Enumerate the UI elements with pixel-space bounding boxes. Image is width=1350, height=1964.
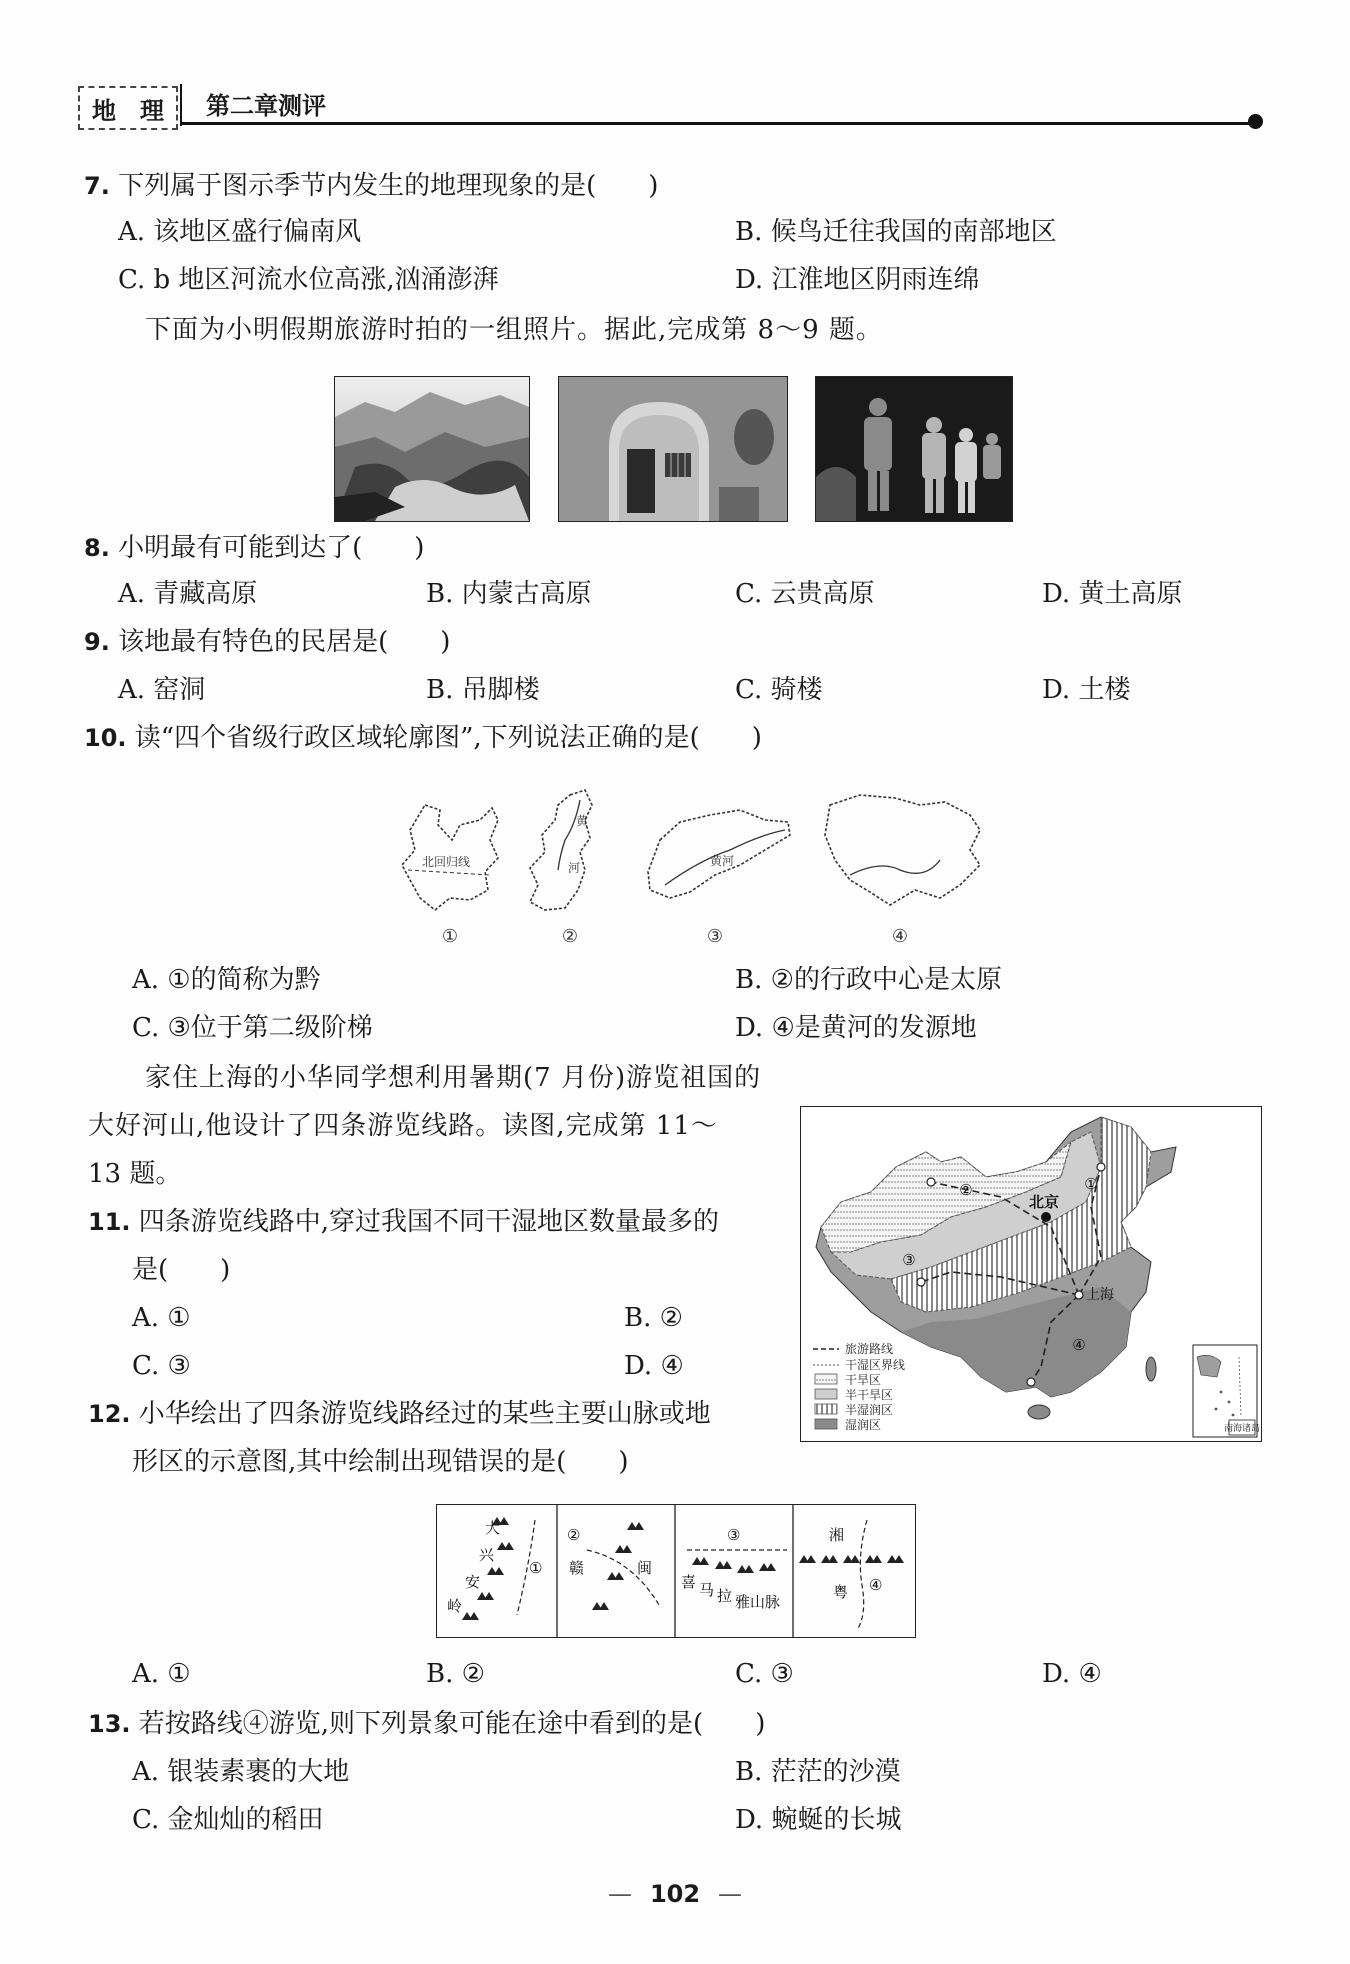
question-number: 9.	[84, 628, 110, 656]
question-number: 11.	[88, 1208, 131, 1236]
intro-8-9: 下面为小明假期旅游时拍的一组照片。据此,完成第 8～9 题。	[145, 315, 883, 345]
outline-label-1: ①	[441, 926, 459, 947]
question-11-stem-2: 是( )	[132, 1255, 231, 1285]
option-a[interactable]: A. 银装素裹的大地	[132, 1757, 350, 1787]
panel2-route: ②	[567, 1526, 581, 1544]
option-d[interactable]: D. 黄土高原	[1042, 579, 1183, 609]
route-label-1: ①	[1084, 1175, 1098, 1193]
option-d[interactable]: D. 土楼	[1042, 675, 1131, 705]
legend-humid: 湿润区	[845, 1418, 882, 1432]
map-label-he: 河	[568, 861, 581, 875]
panel4-route: ④	[869, 1576, 883, 1594]
option-d[interactable]: D. ④	[624, 1351, 684, 1381]
question-stem: 该地最有特色的民居是( )	[118, 627, 451, 657]
question-number: 7.	[84, 172, 110, 200]
question-stem: 小华绘出了四条游览线路经过的某些主要山脉或地	[138, 1399, 711, 1429]
map-label-yellow-river: 黄河	[710, 854, 735, 868]
panel4-char-1: 湘	[829, 1526, 845, 1544]
legend-boundary: 干湿区界线	[845, 1358, 906, 1372]
china-dry-wet-map	[800, 1106, 1262, 1442]
panel3-char-4: 雅山脉	[735, 1593, 781, 1611]
tropic-line	[408, 870, 490, 875]
intro-11-13-line3: 13 题。	[88, 1159, 182, 1189]
option-d[interactable]: D. ④是黄河的发源地	[735, 1013, 977, 1043]
panel1-char-3: 安	[465, 1573, 481, 1591]
option-b[interactable]: B. ②的行政中心是太原	[735, 965, 1002, 995]
province-outline-4	[825, 795, 980, 905]
question-stem: 读“四个省级行政区域轮廓图”,下列说法正确的是( )	[134, 723, 762, 753]
map-label-tropic: 北回归线	[422, 855, 471, 869]
south-sea-inset	[1193, 1345, 1260, 1437]
yellow-river-4	[850, 860, 940, 875]
option-d[interactable]: D. 蜿蜒的长城	[735, 1805, 902, 1835]
route-label-3: ③	[902, 1251, 916, 1269]
header-rule-dot	[1248, 114, 1263, 129]
map-label-huang: 黄	[576, 814, 589, 828]
taiwan-island	[1146, 1357, 1156, 1381]
option-d[interactable]: D. ④	[1042, 1659, 1102, 1689]
option-b[interactable]: B. 茫茫的沙漠	[735, 1757, 901, 1787]
subject-box	[78, 86, 178, 130]
option-a[interactable]: A. 窑洞	[118, 675, 206, 705]
panel4-char-2: 粤	[833, 1583, 849, 1601]
option-b[interactable]: B. ②	[426, 1659, 485, 1689]
outline-label-2: ②	[561, 926, 579, 947]
option-c[interactable]: C. ③	[735, 1659, 794, 1689]
panel2-char-1: 赣	[569, 1559, 585, 1577]
photo-loess-landscape	[334, 376, 530, 522]
panel3-char-1: 喜	[681, 1573, 697, 1591]
option-d[interactable]: D. 江淮地区阴雨连绵	[735, 265, 980, 295]
province-outlines-figure	[380, 780, 1000, 960]
yellow-river-2	[558, 800, 580, 870]
question-7	[84, 168, 658, 204]
intro-11-13-line2: 大好河山,他设计了四条游览线路。读图,完成第 11～	[88, 1111, 718, 1141]
subject-char-1: 地	[92, 96, 116, 125]
header-rule	[180, 122, 1256, 125]
subject-char-2: 理	[140, 96, 164, 125]
panel3-char-3: 拉	[717, 1587, 733, 1605]
legend-route: 旅游路线	[845, 1342, 894, 1356]
question-number: 13.	[88, 1710, 131, 1738]
header-divider	[180, 84, 182, 126]
option-a[interactable]: A. ①	[132, 1303, 191, 1333]
page-number: 102	[649, 1880, 701, 1908]
inset-label: 南海诸岛	[1223, 1424, 1261, 1434]
legend-semi-arid: 半干旱区	[845, 1388, 894, 1402]
option-c[interactable]: C. ③位于第二级阶梯	[132, 1013, 373, 1043]
panel3-route: ③	[727, 1526, 741, 1544]
question-stem: 小明最有可能到达了( )	[118, 533, 425, 563]
option-c[interactable]: C. 金灿灿的稻田	[132, 1805, 324, 1835]
map-legend	[813, 1341, 905, 1432]
question-11	[88, 1204, 719, 1240]
option-a[interactable]: A. ①的简称为黔	[132, 965, 321, 995]
option-c[interactable]: C. b 地区河流水位高涨,汹涌澎湃	[118, 265, 499, 295]
option-a[interactable]: A. 该地区盛行偏南风	[118, 217, 362, 247]
question-8	[84, 530, 424, 566]
beijing-marker	[1041, 1212, 1051, 1222]
page-number-row: — 102 —	[607, 1880, 743, 1908]
map-label-beijing: 北京	[1029, 1193, 1060, 1211]
legend-semi-humid: 半湿润区	[845, 1403, 894, 1417]
intro-11-13-line1: 家住上海的小华同学想利用暑期(7 月份)游览祖国的	[145, 1063, 762, 1093]
option-b[interactable]: B. ②	[624, 1303, 683, 1333]
option-a[interactable]: A. ①	[132, 1659, 191, 1689]
panel1-char-2: 兴	[479, 1546, 495, 1564]
panel3-char-2: 马	[699, 1581, 715, 1599]
panel1-route: ①	[529, 1559, 543, 1577]
chapter-title: 第二章测评	[206, 92, 326, 120]
question-number: 8.	[84, 534, 110, 562]
route-label-2: ②	[959, 1181, 973, 1199]
question-9	[84, 624, 450, 660]
option-c[interactable]: C. 骑楼	[735, 675, 823, 705]
option-c[interactable]: C. 云贵高原	[735, 579, 875, 609]
option-b[interactable]: B. 候鸟迁往我国的南部地区	[735, 217, 1057, 247]
question-stem: 四条游览线路中,穿过我国不同干湿地区数量最多的	[138, 1207, 720, 1237]
option-b[interactable]: B. 吊脚楼	[426, 675, 540, 705]
outline-label-4: ④	[891, 926, 909, 947]
legend-arid: 干旱区	[845, 1373, 882, 1387]
option-c[interactable]: C. ③	[132, 1351, 191, 1381]
panel1-char-4: 岭	[447, 1597, 463, 1615]
question-10	[84, 720, 762, 756]
option-b[interactable]: B. 内蒙古高原	[426, 579, 592, 609]
question-number: 10.	[84, 724, 127, 752]
question-stem: 下列属于图示季节内发生的地理现象的是( )	[118, 171, 659, 201]
question-12	[88, 1396, 711, 1432]
mountain-sketch-figure	[436, 1504, 916, 1638]
panel2-char-2: 闽	[637, 1559, 653, 1577]
hainan-island	[1028, 1405, 1050, 1419]
outline-label-3: ③	[706, 926, 724, 947]
panel1-char-1: 大	[485, 1519, 501, 1537]
question-stem: 若按路线④游览,则下列景象可能在途中看到的是( )	[138, 1709, 766, 1739]
photo-terracotta-warriors	[815, 376, 1013, 522]
question-number: 12.	[88, 1400, 131, 1428]
question-13	[88, 1706, 765, 1742]
option-a[interactable]: A. 青藏高原	[118, 579, 258, 609]
route-label-4: ④	[1072, 1336, 1086, 1354]
photo-cave-dwelling	[558, 376, 788, 522]
province-outline-2	[530, 790, 592, 910]
question-12-stem-2: 形区的示意图,其中绘制出现错误的是( )	[132, 1447, 629, 1477]
map-label-shanghai: 上海	[1086, 1287, 1114, 1303]
